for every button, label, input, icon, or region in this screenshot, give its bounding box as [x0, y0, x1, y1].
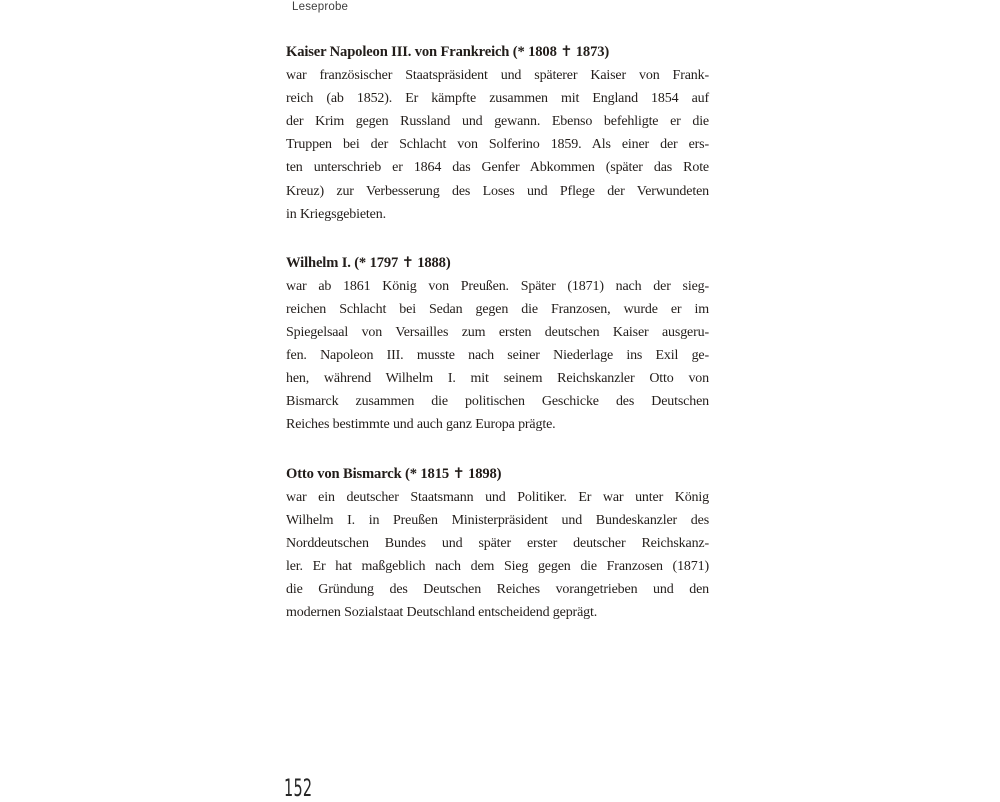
body-text-line: hen, während Wilhelm I. mit seinem Reichskanzler Otto von — [286, 371, 709, 387]
body-text-line: in Kriegsgebieten. — [286, 206, 386, 222]
body-text-line: Kreuz) zur Verbesserung des Loses und Pflege der Verwundeten — [286, 183, 709, 199]
body-text-line: der Krim gegen Russland und gewann. Ebenso befehligte er die — [286, 114, 709, 130]
entry-section — [286, 252, 709, 437]
entry-heading: Kaiser Napoleon III. von Frankreich (* 1808 ✝ 1873) — [286, 44, 610, 60]
page-header-label: Leseprobe — [292, 1, 349, 13]
entry-section — [286, 463, 709, 625]
body-text-line: Bismarck zusammen die politischen Geschicke des Deutschen — [286, 394, 709, 410]
body-text-line: Norddeutschen Bundes und später erster deutscher Reichskanz- — [286, 535, 709, 551]
body-text-line: war ab 1861 König von Preußen. Später (1871) nach der sieg- — [286, 278, 709, 294]
body-text-line: reich (ab 1852). Er kämpfte zusammen mit England 1854 auf — [286, 91, 709, 107]
body-text-line: Spiegelsaal von Versailles zum ersten deutschen Kaiser ausgeru- — [286, 325, 709, 341]
body-text-line: ler. Er hat maßgeblich nach dem Sieg gegen die Franzosen (1871) — [286, 558, 709, 574]
page-number: 152 — [284, 774, 313, 802]
body-text-line: ten unterschrieb er 1864 das Genfer Abkommen (später das Rote — [286, 160, 709, 176]
body-text-line: Truppen bei der Schlacht von Solferino 1859. Als einer der ers- — [286, 137, 709, 153]
text-column — [286, 41, 709, 624]
body-text-line: Reiches bestimmte und auch ganz Europa prägte. — [286, 417, 556, 433]
entry-heading: Wilhelm I. (* 1797 ✝ 1888) — [286, 254, 451, 271]
entry-section — [286, 41, 709, 226]
body-text-line: Wilhelm I. in Preußen Ministerpräsident und Bundeskanzler des — [286, 512, 709, 528]
entry-heading: Otto von Bismarck (* 1815 ✝ 1898) — [286, 465, 502, 482]
body-text-line: war französischer Staatspräsident und späterer Kaiser von Frank- — [286, 68, 709, 84]
body-text-line: die Gründung des Deutschen Reiches vorangetrieben und den — [286, 581, 709, 597]
body-text-line: war ein deutscher Staatsmann und Politiker. Er war unter König — [286, 489, 709, 505]
body-text-line: modernen Sozialstaat Deutschland entscheidend geprägt. — [286, 605, 598, 621]
body-text-line: fen. Napoleon III. musste nach seiner Niederlage ins Exil ge- — [286, 348, 709, 364]
body-text-line: reichen Schlacht bei Sedan gegen die Franzosen, wurde er im — [286, 301, 709, 317]
